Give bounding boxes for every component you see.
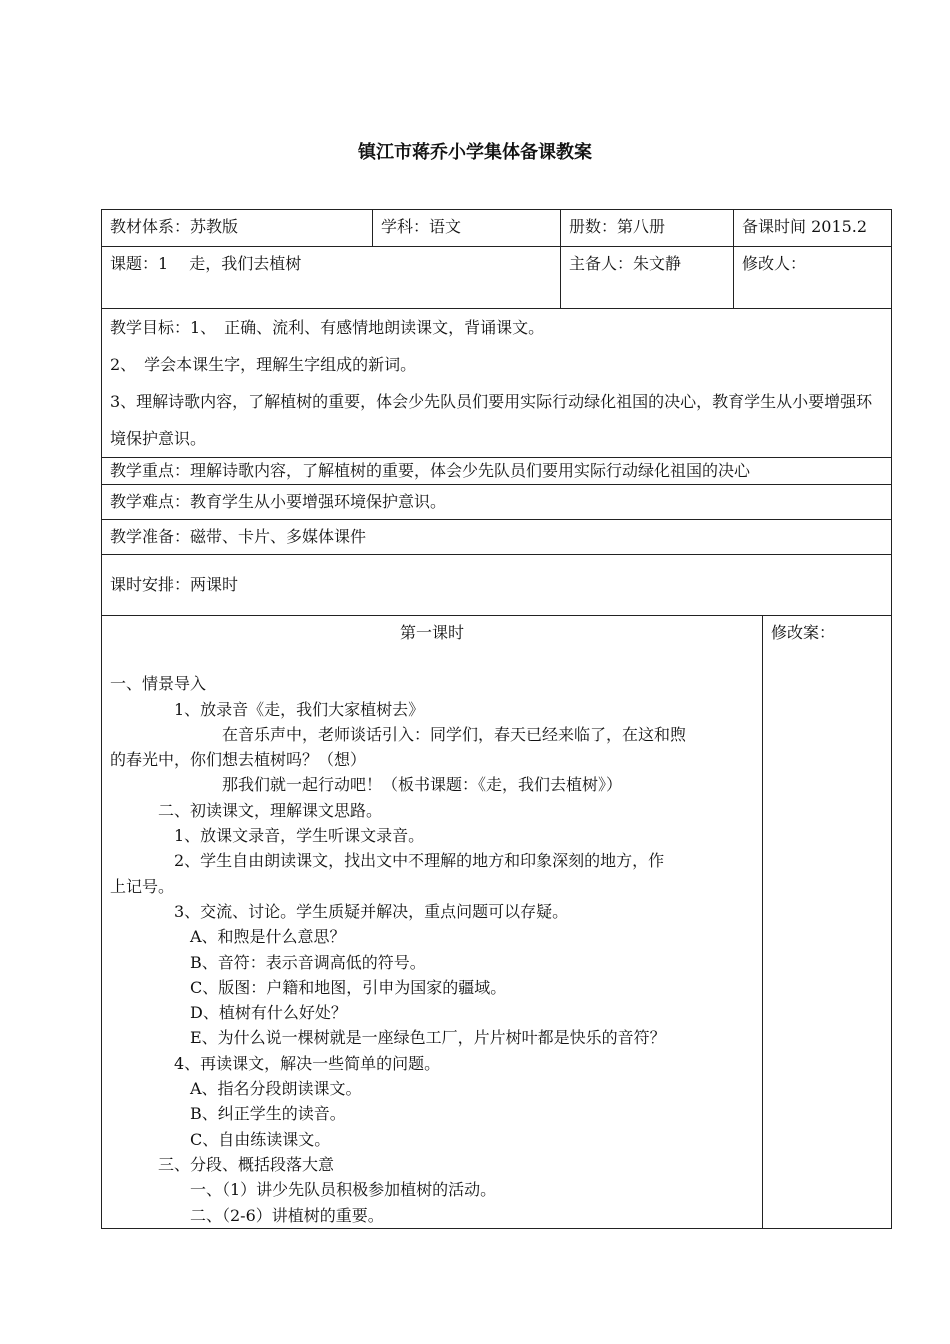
lesson-line: A、和煦是什么意思？ [110,927,346,947]
lesson-line: C、自由练读课文。 [110,1129,331,1149]
prep-time-cell: 备课时间 2015.2 [734,210,892,247]
lesson-title-row [102,247,892,309]
objectives-row [102,309,892,458]
volume-cell: 册数：第八册 [561,210,734,247]
subject-cell: 学科：语文 [373,210,561,247]
lesson-row [102,616,892,1229]
objective-3: 3、理解诗歌内容，了解植树的重要，体会少先队员们要用实际行动绿化祖国的决心，教育学生从小要增强环境保护意识。 [110,392,873,448]
lesson-line [110,646,754,671]
lesson-line: A、指名分段朗读课文。 [110,1079,362,1099]
difficulty-cell: 教学难点：教育学生从小要增强环境保护意识。 [102,485,892,520]
preparation-cell: 教学准备：磁带、卡片、多媒体课件 [102,520,892,555]
revision-cell: 修改案： [763,616,892,1229]
lesson-line: 二、（2-6）讲植树的重要。 [110,1205,384,1225]
lesson-line: 那我们就一起行动吧！（板书课题：《走，我们去植树》） [110,775,623,795]
lesson-line: 的春光中，你们想去植树吗？（想） [110,750,367,770]
info-row [102,210,892,247]
lesson-heading: 第一课时 [399,623,464,642]
lesson-plan-table [101,209,892,1229]
objective-2: 2、 学会本课生字，理解生字组成的新词。 [110,355,417,374]
textbook-cell: 教材体系：苏教版 [102,210,373,247]
lesson-line: C、版图：户籍和地图，引申为国家的疆域。 [110,977,507,997]
lesson-line: E、为什么说一棵树就是一座绿色工厂，片片树叶都是快乐的音符？ [110,1028,666,1048]
lesson-line: B、纠正学生的读音。 [110,1104,346,1124]
lesson-line: 4、再读课文，解决一些简单的问题。 [110,1053,441,1073]
key-point-row [102,458,892,485]
key-point-cell: 教学重点：理解诗歌内容，了解植树的重要，体会少先队员们要用实际行动绿化祖国的决心 [102,458,892,485]
lesson-line: 1、放课文录音，学生听课文录音。 [110,826,425,846]
schedule-cell: 课时安排：两课时 [102,555,892,616]
lesson-line: 一、情景导入 [110,674,207,694]
lesson-line: B、音符：表示音调高低的符号。 [110,952,426,972]
lesson-line: 一、（1）讲少先队员积极参加植树的活动。 [110,1180,497,1200]
lesson-title-cell: 课题：1 走，我们去植树 [102,247,561,309]
difficulty-row [102,485,892,520]
schedule-row [102,555,892,616]
objectives-cell [102,309,892,458]
lesson-line: 3、交流、讨论。学生质疑并解决，重点问题可以存疑。 [110,901,569,921]
lesson-line: 2、学生自由朗读课文，找出文中不理解的地方和印象深刻的地方，作 [110,851,665,871]
lesson-line: 1、放录音《走，我们大家植树去》 [110,699,425,719]
lesson-content-cell [102,616,763,1229]
reviser-cell: 修改人： [734,247,892,309]
lesson-line: 上记号。 [110,876,175,896]
preparer-cell: 主备人：朱文静 [561,247,734,309]
document-title: 镇江市蒋乔小学集体备课教案 [358,142,592,163]
lesson-line: 在音乐声中，老师谈话引入：同学们，春天已经来临了，在这和煦 [110,724,687,744]
lesson-lines [110,646,754,1228]
lesson-line: D、植树有什么好处？ [110,1003,347,1023]
objective-1: 教学目标：1、 正确、流利、有感情地朗读课文，背诵课文。 [110,318,545,337]
lesson-line: 二、初读课文，理解课文思路。 [110,800,383,820]
preparation-row [102,520,892,555]
lesson-line: 三、分段、概括段落大意 [110,1154,335,1174]
